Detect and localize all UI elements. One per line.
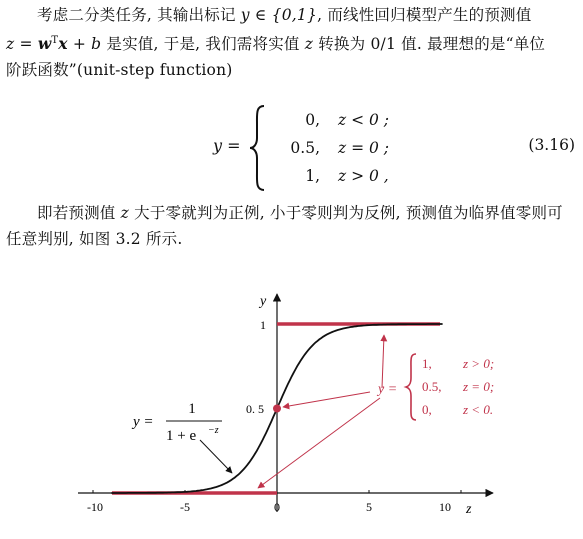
explanation-text: 即若预测值: [37, 204, 121, 222]
case-value: 0.5,: [290, 139, 320, 157]
intro-paragraph: [6, 2, 578, 83]
label-set-math: y ∈ {0,1}: [240, 6, 318, 24]
step-case-value: 0.5,: [422, 379, 442, 394]
intro-line-2: [6, 28, 578, 57]
explanation-line-2: 任意判别, 如图 3.2 所示.: [6, 230, 183, 248]
left-brace-icon: [248, 104, 268, 192]
case-value: 0,: [305, 111, 320, 129]
case-condition: z < 0 ;: [338, 111, 390, 129]
weight-vector-math: w: [37, 34, 52, 54]
x-tick-label: 5: [366, 500, 372, 514]
step-case-value: 1,: [422, 356, 432, 371]
x-axis-label: z: [466, 502, 472, 517]
case-value: 1,: [305, 167, 320, 185]
intro-line-3: 阶跃函数”(unit-step function): [6, 61, 233, 80]
step-lhs: y =: [378, 382, 398, 397]
step-case-condition: z > 0;: [463, 356, 495, 371]
equation-cases: [268, 106, 389, 190]
y-tick-label: 1: [260, 318, 266, 332]
step-arrow-mid: [283, 392, 370, 407]
explanation-line-1: [6, 200, 578, 226]
step-case-value: 0,: [422, 402, 432, 417]
intro-text: , 而线性回归模型产生的预测值: [317, 6, 532, 24]
equation-lhs: y =: [213, 136, 241, 155]
explanation-text: 大于零就判为正例, 小于零则判为反例, 预测值为临界值零则可: [129, 204, 563, 222]
y-axis-label: y: [260, 294, 267, 309]
intro-text: 转换为 0/1 值. 最理想的是“单位: [313, 35, 546, 54]
figure-3-2: [0, 280, 583, 539]
sigmoid-denominator: 1 + e: [166, 428, 197, 444]
equation-case-row: [268, 106, 389, 134]
transpose-math: T: [51, 35, 59, 46]
sigmoid-formula: [131, 401, 222, 444]
case-condition: z = 0 ;: [338, 139, 390, 157]
step-arrow-upper: [382, 335, 384, 388]
equation-case-row: [268, 134, 389, 162]
intro-text: 考虑二分类任务, 其输出标记: [37, 6, 241, 24]
x-tick-label: 10: [439, 500, 451, 514]
sigmoid-numerator: 1: [188, 401, 196, 417]
bias-math: + b: [67, 35, 102, 54]
intro-text: 是实值, 于是, 我们需将实值: [101, 35, 305, 54]
sigmoid-exponent: −z: [208, 425, 219, 436]
z-math: z: [120, 204, 130, 222]
step-case-condition: z < 0.: [463, 402, 494, 417]
equation-case-row: [268, 162, 389, 190]
sigmoid-lhs: y =: [133, 414, 154, 430]
case-condition: z > 0 ,: [338, 167, 389, 185]
step-midpoint: [273, 405, 281, 413]
step-brace-icon: [406, 354, 416, 420]
intro-line-1: [6, 2, 578, 28]
step-case-condition: z = 0;: [463, 379, 495, 394]
step-formula: [376, 354, 494, 420]
y-tick-label: 0. 5: [246, 402, 264, 416]
equation-3-16: [0, 104, 583, 194]
sigmoid-arrow: [200, 440, 232, 473]
x-tick-label: -5: [180, 500, 190, 514]
x-tick-label: -10: [87, 500, 103, 514]
input-vector-math: x: [58, 34, 68, 54]
explanation-paragraph: [6, 200, 578, 252]
equation-number: (3.16): [528, 136, 575, 154]
x-tick-label: 0: [274, 500, 280, 514]
linear-model-math: z =: [6, 35, 38, 54]
z-math: z: [304, 35, 314, 54]
